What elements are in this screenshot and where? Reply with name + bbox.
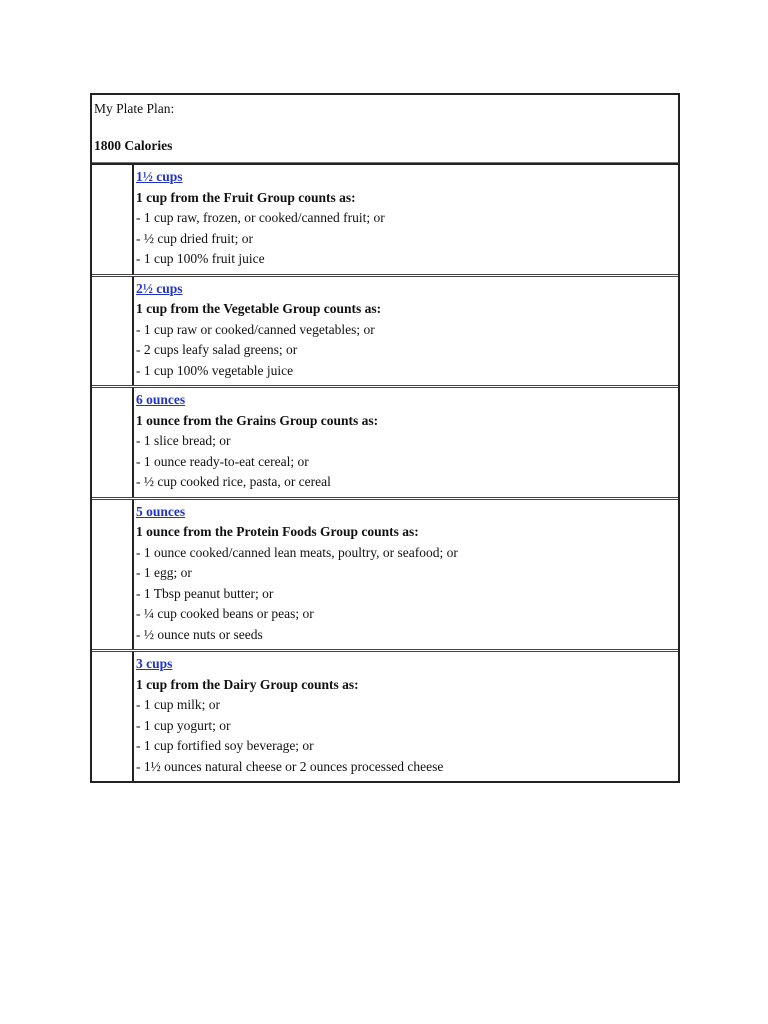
row-spacer-cell (92, 652, 134, 781)
list-item: - 1 cup 100% fruit juice (136, 251, 265, 266)
list-item: - 1 cup 100% vegetable juice (136, 362, 294, 378)
list-item: - 1 slice bread; or (136, 433, 231, 448)
table-row-protein (92, 497, 678, 650)
list-item: - ½ cup dried fruit; or (136, 230, 253, 246)
plan-title: My Plate Plan: (94, 101, 175, 116)
table-row-grains (92, 385, 678, 497)
table-header (92, 95, 678, 163)
row-content-cell (134, 277, 678, 386)
table-row-dairy (92, 649, 678, 781)
fruit-counts-as: 1 cup from the Fruit Group counts as: (136, 189, 356, 205)
list-item: - 1 cup raw, frozen, or cooked/canned fruit; or (136, 210, 385, 225)
row-spacer-cell (92, 165, 134, 274)
vegetable-amount-link[interactable]: 2½ cups (136, 280, 183, 296)
list-item: - ¼ cup cooked beans or peas; or (136, 606, 314, 621)
dairy-amount-link[interactable]: 3 cups (136, 656, 173, 671)
row-spacer-cell (92, 277, 134, 386)
list-item: - 1 egg; or (136, 565, 192, 580)
grains-amount-link[interactable]: 6 ounces (136, 392, 186, 407)
list-item: - ½ cup cooked rice, pasta, or cereal (136, 474, 331, 489)
list-item: - ½ ounce nuts or seeds (136, 626, 263, 642)
list-item: - 1 cup raw or cooked/canned vegetables; or (136, 321, 375, 337)
table-row-fruit (92, 163, 678, 274)
fruit-amount-link[interactable]: 1½ cups (136, 169, 183, 184)
protein-amount-link[interactable]: 5 ounces (136, 503, 186, 519)
list-item: - 1 ounce cooked/canned lean meats, poultry, or seafood; or (136, 544, 458, 560)
row-spacer-cell (92, 500, 134, 650)
list-item: - 1 ounce ready-to-eat cereal; or (136, 453, 309, 469)
row-content-cell (134, 388, 678, 497)
list-item: - 1½ ounces natural cheese or 2 ounces processed cheese (136, 758, 444, 774)
row-content-cell (134, 500, 678, 650)
row-spacer-cell (92, 388, 134, 497)
row-content-cell (134, 165, 678, 274)
plate-plan-table (90, 93, 680, 783)
list-item: - 1 Tbsp peanut butter; or (136, 585, 274, 601)
list-item: - 1 cup yogurt; or (136, 717, 231, 733)
row-content-cell (134, 652, 678, 781)
table-row-vegetable (92, 274, 678, 386)
grains-counts-as: 1 ounce from the Grains Group counts as: (136, 412, 379, 428)
protein-counts-as: 1 ounce from the Protein Foods Group counts as: (136, 524, 419, 539)
list-item: - 1 cup fortified soy beverage; or (136, 738, 314, 753)
dairy-counts-as: 1 cup from the Dairy Group counts as: (136, 676, 359, 692)
calorie-level: 1800 Calories (94, 138, 173, 153)
list-item: - 2 cups leafy salad greens; or (136, 342, 298, 357)
list-item: - 1 cup milk; or (136, 697, 220, 712)
vegetable-counts-as: 1 cup from the Vegetable Group counts as: (136, 301, 382, 316)
